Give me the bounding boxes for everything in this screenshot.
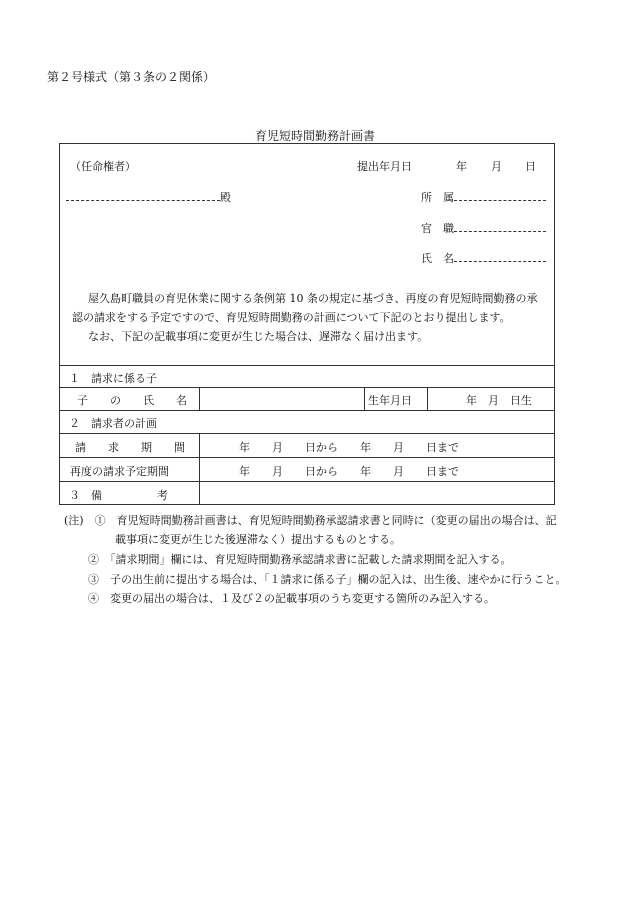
name-row[interactable] [421, 250, 546, 266]
table-rule-5 [59, 481, 555, 482]
redo-period-label: 再度の請求予定期間 [70, 465, 169, 478]
table-rule-3 [59, 433, 555, 434]
section-2-heading: ２ 請求者の計画 [69, 417, 157, 430]
document-title: 育児短時間勤務計画書 [254, 129, 375, 143]
affiliation-row[interactable] [421, 189, 546, 205]
period-label: 請 求 期 間 [75, 441, 185, 454]
submit-month-label: 月 [491, 160, 502, 173]
note-2: ② 「請求期間」欄には、育児短時間勤務承認請求書に記載した請求期間を記入する。 [88, 553, 512, 566]
position-row[interactable] [421, 220, 546, 236]
submit-year-label: 年 [456, 160, 467, 173]
col-rule-d [199, 433, 200, 505]
child-name-label: 子 の 氏 名 [77, 394, 187, 407]
note-1-continued: 載事項に変更が生じた後遅滞なく）提出するものとする。 [115, 533, 401, 546]
name-field[interactable] [454, 250, 546, 262]
remarks-label: ３ 備 考 [69, 489, 168, 502]
section-1-heading: １ 請求に係る子 [69, 372, 157, 385]
table-rule-2 [59, 410, 555, 411]
table-top-rule [59, 365, 555, 366]
submit-date-label: 提出年月日 [357, 160, 412, 173]
birthdate-label: 生年月日 [368, 394, 412, 407]
redo-period-value: 年 月 日から 年 月 日まで [239, 465, 459, 478]
table-rule-1 [59, 387, 555, 388]
period-value: 年 月 日から 年 月 日まで [239, 441, 459, 454]
form-number: 第２号様式（第３条の２関係） [47, 70, 216, 84]
affiliation-field[interactable] [454, 189, 546, 201]
position-label: 官 職 [421, 222, 454, 235]
addressee-line[interactable] [66, 189, 231, 205]
col-rule-b [364, 387, 365, 410]
note-4: ④ 変更の届出の場合は、１及び２の記載事項のうち変更する箇所のみ記入する。 [88, 592, 495, 605]
submit-day-label: 日 [525, 160, 536, 173]
name-label: 氏 名 [421, 252, 454, 265]
affiliation-label: 所 属 [421, 191, 454, 204]
position-field[interactable] [454, 220, 546, 232]
birthdate-value: 年 月 日生 [466, 394, 532, 407]
dono-label: 殿 [220, 191, 231, 204]
appointer-label: （任命権者） [70, 160, 136, 173]
col-rule-c [427, 387, 428, 410]
note-1: (注) ① 育児短時間勤務計画書は、育児短時間勤務承認請求書と同時に（変更の届出の場合は、記 [64, 514, 557, 527]
body-paragraph-1: 屋久島町職員の育児休業に関する条例第 10 条の規定に基づき、再度の育児短時間勤務の承認の請求をする予定ですので、育児短時間勤務の計画について下記のとおり提出します。 [72, 292, 538, 324]
table-rule-4 [59, 457, 555, 458]
col-rule-a [199, 387, 200, 410]
addressee-field[interactable] [66, 189, 220, 201]
note-3: ③ 子の出生前に提出する場合は、「１請求に係る子」欄の記入は、出生後、速やかに行うこと。 [88, 573, 567, 586]
body-paragraph-2: なお、下記の記載事項に変更が生じた場合は、遅滞なく届け出ます。 [88, 330, 429, 343]
